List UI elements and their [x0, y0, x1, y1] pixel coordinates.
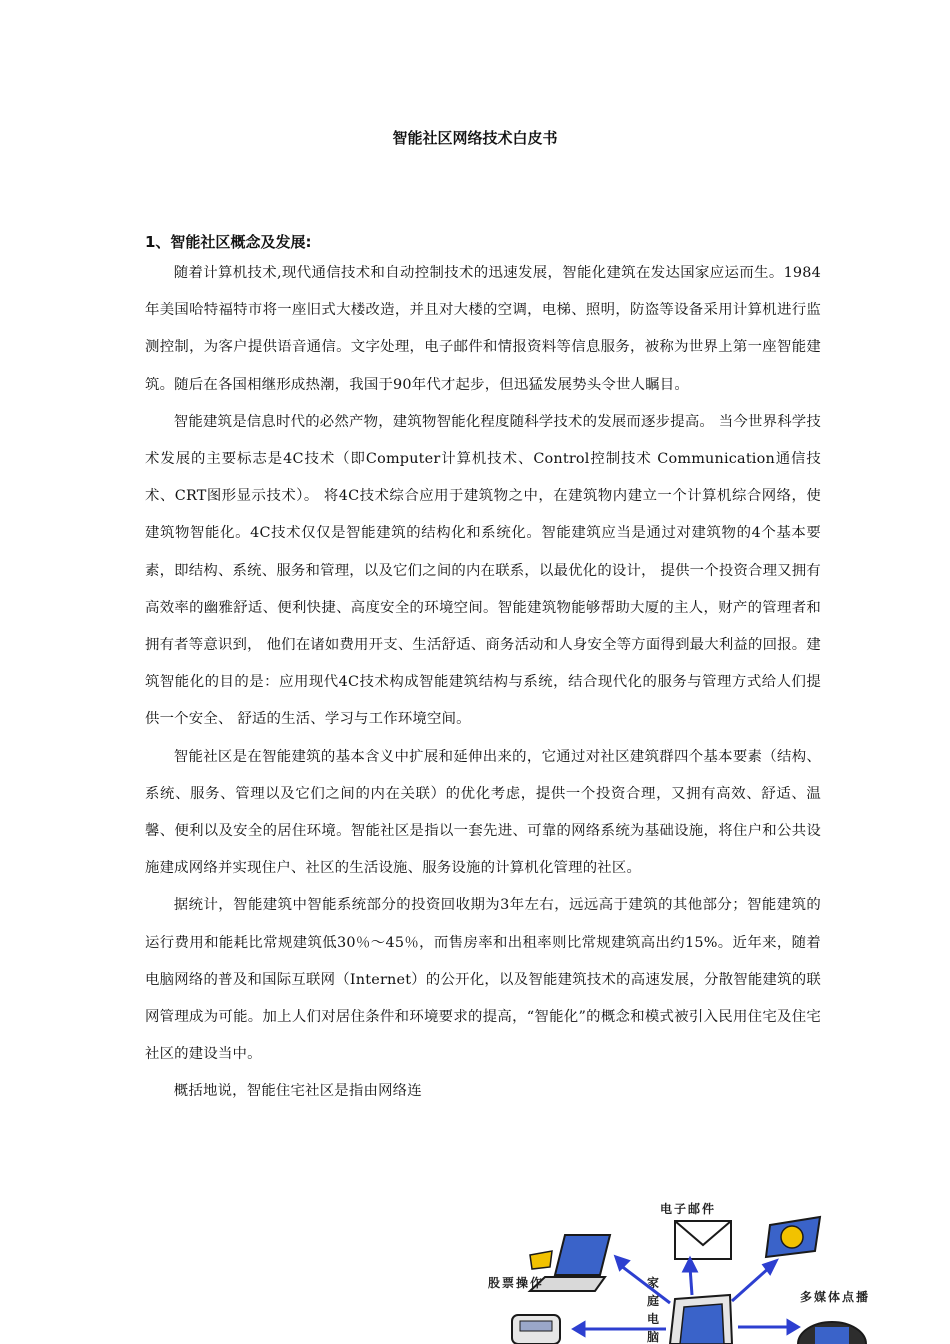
multimedia-icon [766, 1217, 820, 1257]
paragraph-5: 概括地说，智能住宅社区是指由网络连 [173, 1083, 422, 1100]
paragraph-2: 智能建筑是信息时代的必然产物，建筑物智能化程度随科学技术的发展而逐步提高。 当今世界科学技术发展的主要标志是4C技术（即Computer计算机技术、Control控制技术 Communication通信技术、CRT图形显示技术）。 将4C技术综合应用于建筑物之中，在建筑物内建立一个计算机综合网络，使建筑物智能化。4C技术仅仅是智能建筑的结构化和系统化。智能建筑应当是通过对建筑物的4个基本要素，即结构、系统、服务和管理，以及它们之间的内在联系，以最优化的设计， 提供一个投资合理又拥有高效率的幽雅舒适、便利快捷、高度安全的环境空间。智能建筑物能够帮助大厦的主人，财产的管理者和拥有者等意识到， 他们在诸如费用开支、生活舒适、商务活动和人身安全等方面得到最大利益的回报。建筑智能化的目的是：应用现代4C技术构成智能建筑结构与系统，结合现代化的服务与管理方式给人们提供一个安全、 舒适的生活、学习与工作环境空间。 [145, 413, 821, 728]
svg-text:家: 家 [647, 1276, 662, 1290]
diagram-svg [470, 1195, 900, 1344]
tv-icon [798, 1322, 866, 1344]
section-heading: 1、智能社区概念及发展: [145, 233, 312, 251]
section-body [145, 255, 821, 1111]
smart-home-diagram [470, 1195, 900, 1344]
envelope-icon [675, 1221, 731, 1259]
stock-label: 股票操作 [488, 1276, 545, 1290]
phone-icon [512, 1315, 560, 1344]
page-title: 智能社区网络技术白皮书 [392, 129, 558, 147]
svg-text:电: 电 [647, 1312, 662, 1326]
email-label: 电子邮件 [660, 1202, 717, 1216]
multimedia-label: 多媒体点播 [800, 1290, 871, 1304]
paragraph-3: 智能社区是在智能建筑的基本含义中扩展和延伸出来的，它通过对社区建筑群四个基本要素（结构、系统、服务、管理以及它们之间的内在关联）的优化考虑，提供一个投资合理，又拥有高效、舒适、温馨、便利以及安全的居住环境。智能社区是指以一套先进、可靠的网络系统为基础设施，将住户和公共设施建成网络并实现住户、社区的生活设施、服务设施的计算机化管理的社区。 [145, 748, 821, 877]
paragraph-1: 随着计算机技术,现代通信技术和自动控制技术的迅速发展，智能化建筑在发达国家应运而生。1984年美国哈特福特市将一座旧式大楼改造，并且对大楼的空调，电梯、照明，防盗等设备采用计算机进行监测控制，为客户提供语音通信。文字处理，电子邮件和情报资料等信息服务，被称为世界上第一座智能建筑。随后在各国相继形成热潮，我国于90年代才起步，但迅猛发展势头令世人瞩目。 [145, 265, 821, 393]
computer-icon [670, 1295, 732, 1344]
svg-text:庭: 庭 [647, 1294, 662, 1308]
svg-text:脑: 脑 [647, 1330, 662, 1344]
paragraph-4: 据统计，智能建筑中智能系统部分的投资回收期为3年左右，远远高于建筑的其他部分；智能建筑的运行费用和能耗比常规建筑低30％～45％，而售房率和出租率则比常规建筑高出约15%。近年来，随着电脑网络的普及和国际互联网（Internet）的公开化，以及智能建筑技术的高速发展，分散智能建筑的联网管理成为可能。加上人们对居住条件和环境要求的提高，“智能化”的概念和模式被引入民用住宅及住宅社区的建设当中。 [145, 897, 821, 1063]
